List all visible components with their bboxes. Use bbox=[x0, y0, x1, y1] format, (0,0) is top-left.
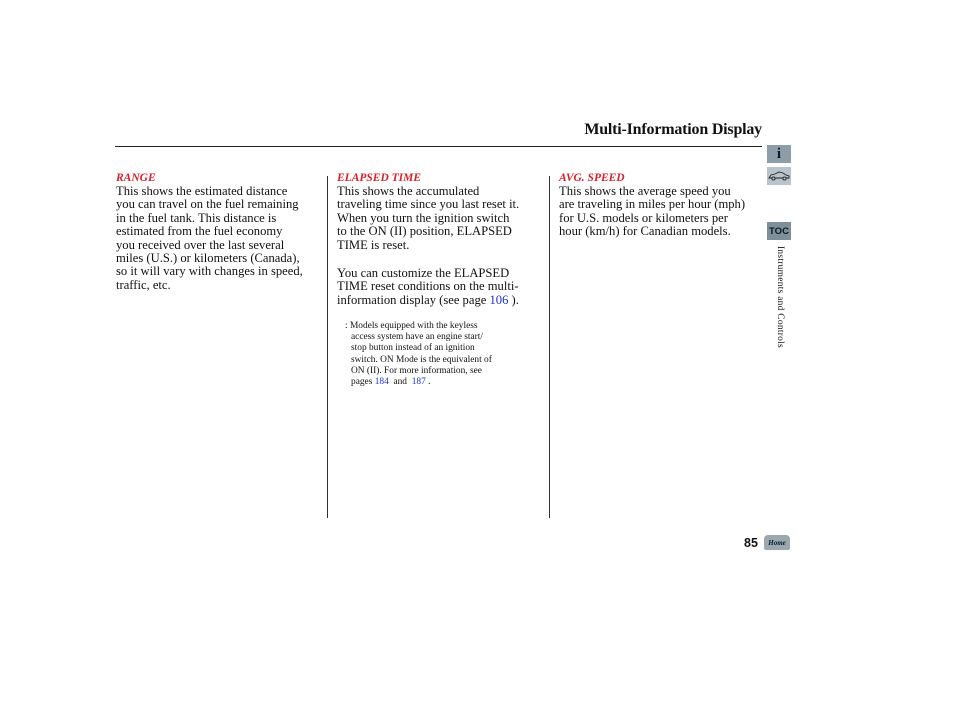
footnote-text: . bbox=[425, 377, 431, 388]
avg-speed-line: for U.S. models or kilometers per bbox=[559, 210, 728, 225]
range-line: miles (U.S.) or kilometers (Canada), bbox=[116, 251, 300, 266]
footnote-line: stop button instead of an ignition bbox=[351, 343, 475, 354]
elapsed-time-column bbox=[337, 172, 542, 307]
page-title: Multi-Information Display bbox=[584, 121, 762, 138]
info-icon[interactable] bbox=[767, 145, 791, 163]
footnote-line: ON (II). For more information, see bbox=[351, 365, 482, 376]
avg-speed-heading: AVG. SPEED bbox=[559, 172, 625, 184]
range-column bbox=[116, 172, 321, 292]
page-184-link[interactable]: 184 bbox=[374, 377, 389, 388]
car-icon[interactable] bbox=[767, 167, 791, 185]
elapsed-line: to the ON (II) position, ELAPSED bbox=[337, 224, 512, 239]
footnote-line: : Models equipped with the keyless bbox=[345, 321, 478, 331]
range-line: traffic, etc. bbox=[116, 277, 171, 292]
toc-button[interactable]: TOC bbox=[767, 222, 791, 240]
elapsed-line: This shows the accumulated bbox=[337, 184, 480, 198]
ignition-footnote bbox=[345, 321, 525, 388]
page-187-link[interactable]: 187 bbox=[411, 377, 426, 388]
range-line: you can travel on the fuel remaining bbox=[116, 197, 299, 212]
range-line: you received over the last several bbox=[116, 237, 285, 252]
range-line: estimated from the fuel economy bbox=[116, 224, 283, 239]
elapsed-line: TIME is reset. bbox=[337, 237, 410, 252]
column-divider bbox=[327, 176, 328, 518]
elapsed-text: ). bbox=[508, 292, 519, 307]
avg-speed-line: This shows the average speed you bbox=[559, 184, 731, 198]
avg-speed-line: are traveling in miles per hour (mph) bbox=[559, 197, 746, 212]
range-line: This shows the estimated distance bbox=[116, 184, 288, 198]
footnote-line: switch. ON Mode is the equivalent of bbox=[351, 354, 492, 365]
section-label: Instruments and Controls bbox=[775, 246, 785, 348]
car-icon-graphic bbox=[768, 171, 790, 181]
footnote-line bbox=[345, 377, 525, 388]
page-number: 85 bbox=[744, 536, 758, 550]
elapsed-text: information display (see page bbox=[337, 292, 490, 307]
column-divider bbox=[549, 176, 550, 518]
elapsed-time-heading: ELAPSED TIME bbox=[337, 172, 422, 184]
elapsed-line: TIME reset conditions on the multi- bbox=[337, 279, 519, 294]
footnote-text: pages bbox=[351, 377, 375, 388]
footnote-line: access system have an engine start/ bbox=[351, 332, 483, 343]
elapsed-line: You can customize the ELAPSED bbox=[337, 266, 510, 281]
range-line: so it will vary with changes in speed, bbox=[116, 264, 303, 279]
range-heading: RANGE bbox=[116, 172, 156, 184]
info-glyph: i bbox=[776, 145, 782, 162]
elapsed-line: traveling time since you last reset it. bbox=[337, 197, 520, 212]
title-rule bbox=[115, 146, 762, 147]
avg-speed-line: hour (km/h) for Canadian models. bbox=[559, 224, 731, 239]
elapsed-line bbox=[337, 294, 542, 307]
avg-speed-column bbox=[559, 172, 764, 239]
home-button[interactable]: Home bbox=[764, 535, 790, 550]
elapsed-line: When you turn the ignition switch bbox=[337, 210, 510, 225]
range-line: in the fuel tank. This distance is bbox=[116, 210, 277, 225]
page-106-link[interactable]: 106 bbox=[489, 292, 509, 307]
footnote-text: and bbox=[388, 377, 412, 388]
